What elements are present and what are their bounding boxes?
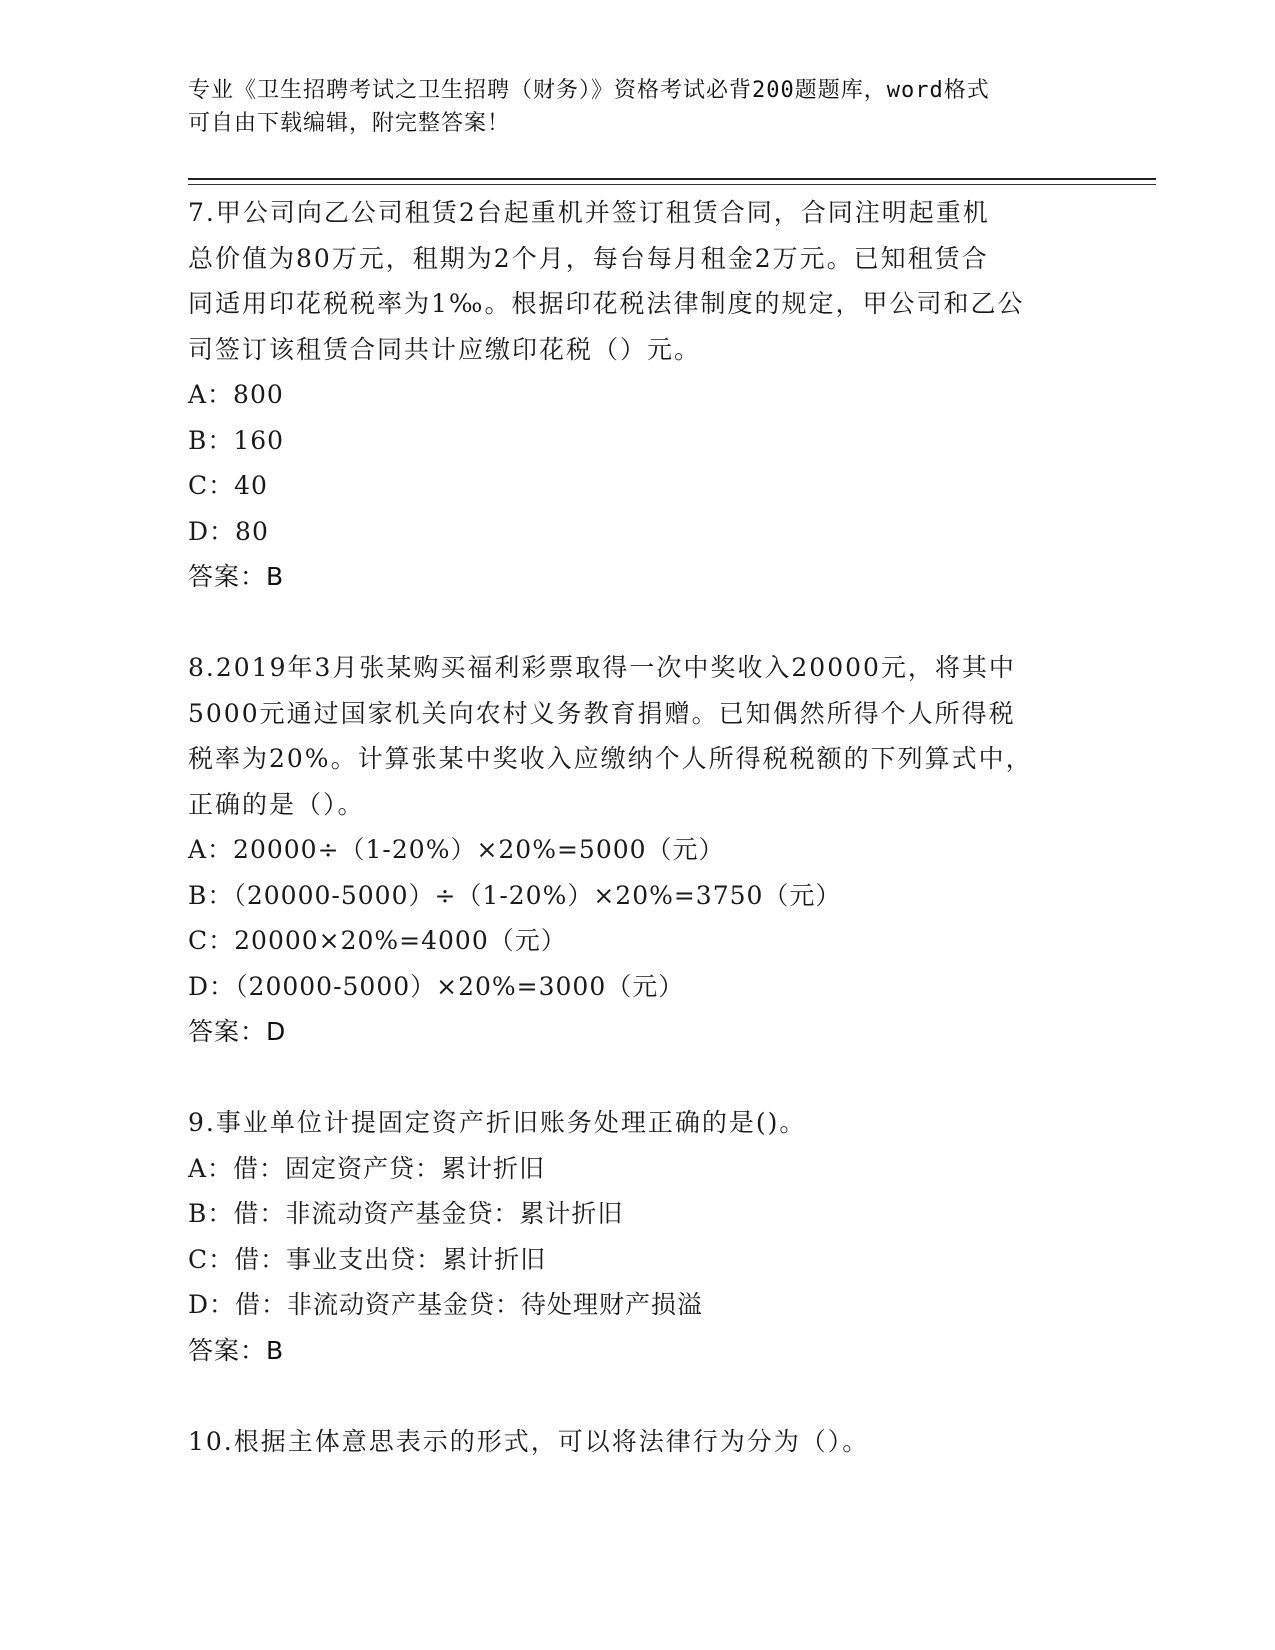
question-spacer — [188, 1055, 1088, 1101]
option-a: A：20000÷（1-20%）×20%=5000（元） — [188, 835, 725, 864]
question-text-line: 5000元通过国家机关向农村义务教育捐赠。已知偶然所得个人所得税 — [188, 698, 1016, 728]
option-d: D：借：非流动资产基金贷：待处理财产损溢 — [188, 1290, 704, 1319]
question-8 — [188, 645, 1088, 1055]
question-text-line: 8.2019年3月张某购买福利彩票取得一次中奖收入20000元，将其中 — [188, 653, 1016, 682]
question-text-line: 7.甲公司向乙公司租赁2台起重机并签订租赁合同，合同注明起重机 — [188, 198, 990, 227]
question-text-line: 10.根据主体意思表示的形式，可以将法律行为分为（）。 — [188, 1426, 870, 1456]
question-text-line: 同适用印花税税率为1‰。根据印花税法律制度的规定，甲公司和乙公 — [188, 289, 1025, 318]
option-b: B：160 — [188, 425, 285, 455]
option-a: A：800 — [188, 380, 284, 409]
option-d: D：80 — [188, 516, 269, 546]
header-title-line-2: 可自由下载编辑，附完整答案！ — [188, 111, 511, 136]
question-text-line: 总价值为80万元，租期为2个月，每台每月租金2万元。已知租赁合 — [188, 243, 989, 273]
option-c: C：40 — [188, 471, 268, 500]
header-divider-thin — [188, 184, 1156, 185]
question-9 — [188, 1100, 1088, 1373]
question-list — [188, 190, 1088, 1464]
option-a: A：借：固定资产贷：累计折旧 — [188, 1153, 546, 1183]
option-c: C：借：事业支出贷：累计折旧 — [188, 1244, 547, 1274]
question-spacer — [188, 600, 1088, 646]
question-7 — [188, 190, 1088, 600]
question-text-line: 司签订该租赁合同共计应缴印花税（）元。 — [188, 334, 702, 364]
document-header — [188, 74, 1068, 140]
question-10 — [188, 1419, 1088, 1465]
question-text-line: 税率为20%。计算张某中奖收入应缴纳个人所得税税额的下列算式中， — [188, 744, 1033, 773]
option-b: B：借：非流动资产基金贷：累计折旧 — [188, 1199, 624, 1228]
question-text-line: 正确的是（）。 — [188, 789, 365, 819]
answer: 答案：B — [188, 1335, 285, 1365]
header-divider-thick — [188, 178, 1156, 180]
option-c: C：20000×20%=4000（元） — [188, 926, 567, 955]
option-b: B：（20000-5000）÷（1-20%）×20%=3750（元） — [188, 880, 842, 910]
option-d: D：（20000-5000）×20%=3000（元） — [188, 971, 685, 1001]
header-title-line-1: 专业《卫生招聘考试之卫生招聘（财务）》资格考试必背200题题库，word格式 — [188, 78, 990, 103]
question-text-line: 9.事业单位计提固定资产折旧账务处理正确的是()。 — [188, 1108, 807, 1137]
answer: 答案：B — [188, 562, 285, 591]
answer: 答案：D — [188, 1017, 287, 1046]
question-spacer — [188, 1373, 1088, 1419]
